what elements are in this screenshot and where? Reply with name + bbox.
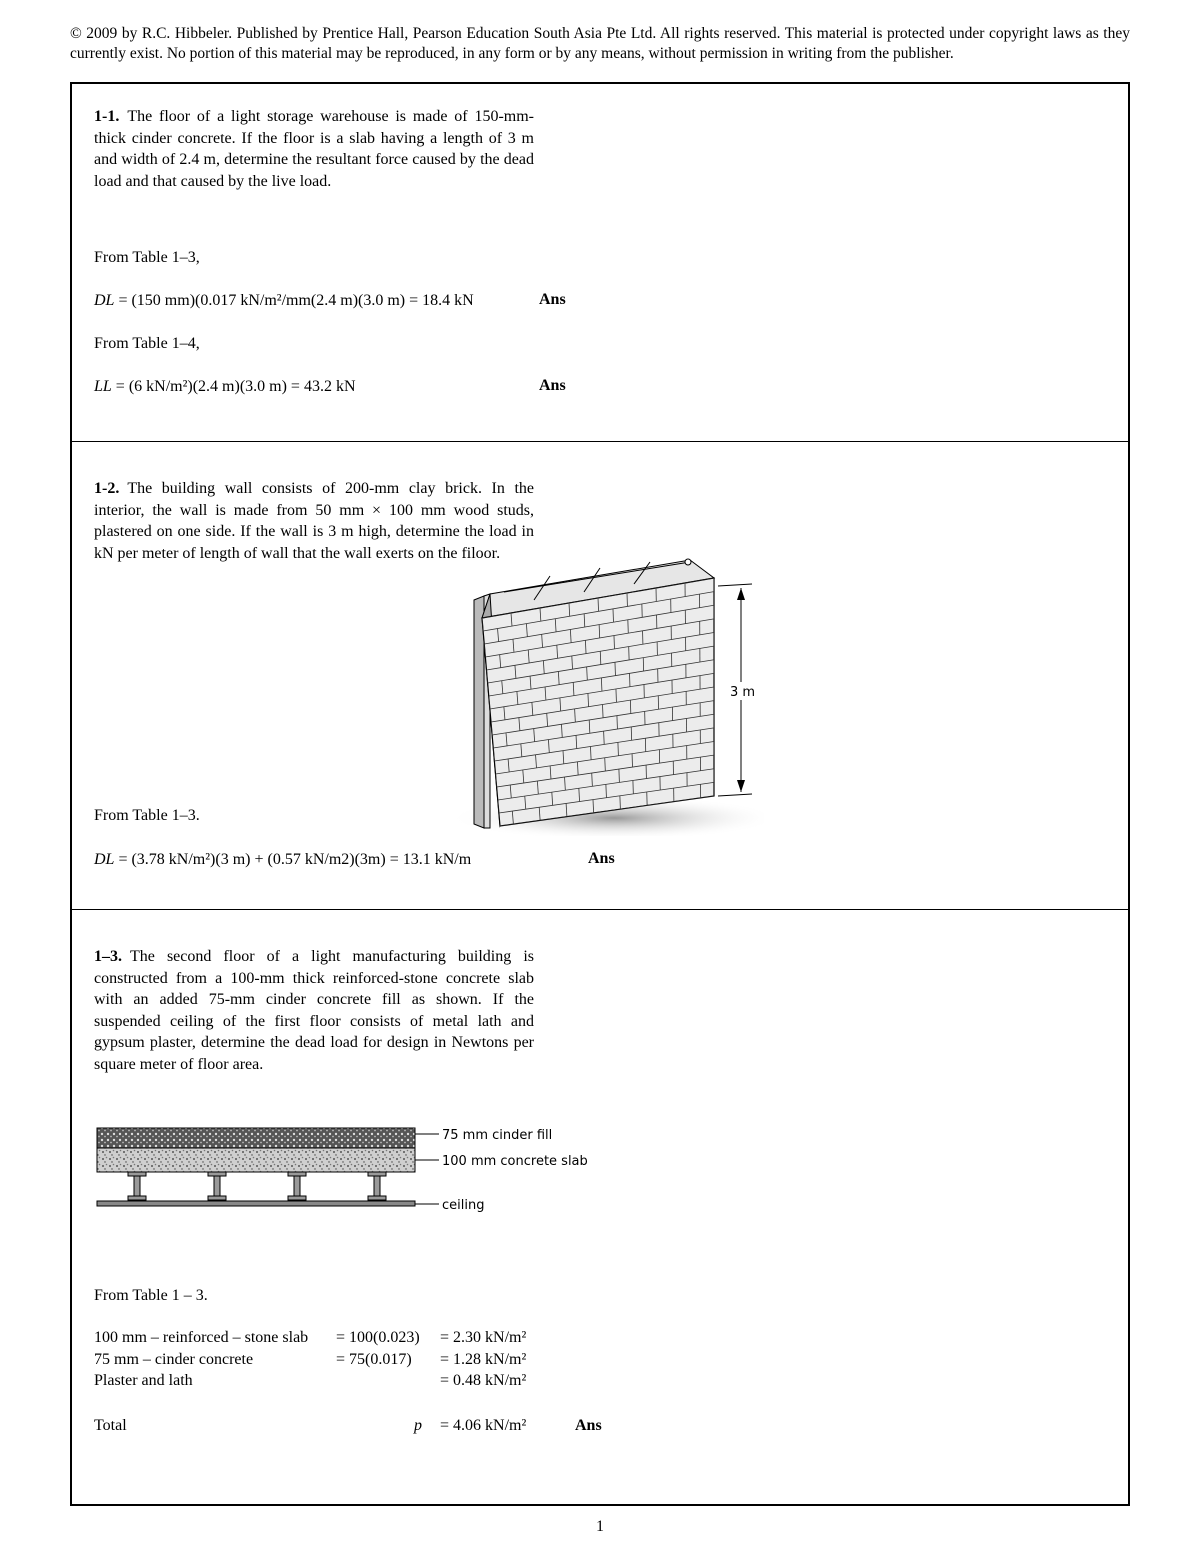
row-value: = 1.28 kN/m² — [440, 1351, 527, 1368]
ll-expression: = (6 kN/m²)(2.4 m)(3.0 m) = 43.2 kN — [111, 378, 356, 395]
row-calc: = 75(0.017) — [336, 1351, 412, 1368]
row-calc: = 100(0.023) — [336, 1329, 420, 1346]
total-label: Total — [94, 1417, 127, 1434]
concrete-slab-layer — [97, 1148, 415, 1172]
problem-number: 1-2. — [94, 480, 120, 497]
ceiling-label: ceiling — [442, 1198, 485, 1213]
total-symbol: p — [414, 1417, 422, 1434]
ll-symbol: LL — [94, 378, 112, 395]
problem-text: The floor of a light storage warehouse is made of 150-mm-thick cinder concrete. If the floor is a slab having a length of 3 m and width of 2.4 m, determine the resultant force caused by the dead load and that caused by the live load. — [94, 108, 534, 190]
p1-table-ref-2: From Table 1–4, — [94, 335, 200, 352]
p3-answer-tag: Ans — [575, 1417, 602, 1434]
copyright-notice: © 2009 by R.C. Hibbeler. Published by Prentice Hall, Pearson Education South Asia Pte Ltd. All rights reserved. This material is protected under copyright laws as they currently exist. No portion of this material may be reproduced, in any form or by any means, without permission in writing from the publisher. — [70, 25, 1130, 62]
row-label: 75 mm – cinder concrete — [94, 1351, 254, 1368]
height-dimension-label: 3 m — [730, 685, 756, 700]
cinder-fill-label: 75 mm cinder fill — [442, 1128, 553, 1143]
page-number: 1 — [596, 1518, 604, 1535]
row-label: 100 mm – reinforced – stone slab — [94, 1329, 309, 1346]
total-value: = 4.06 kN/m² — [440, 1417, 527, 1434]
p2-table-ref: From Table 1–3. — [94, 807, 200, 824]
joists — [128, 1172, 386, 1200]
p1-dl-answer-tag: Ans — [539, 291, 566, 308]
problem-text: The building wall consists of 200-mm clay brick. In the interior, the wall is made from 50 mm × 100 mm wood studs, plastered on one side. If the wall is 3 m high, determine the load in kN per meter of length of wall that the wall exerts on the filoor. — [94, 480, 534, 562]
problems-frame — [70, 82, 1130, 1506]
cinder-fill-layer — [97, 1128, 415, 1148]
brick-wall-figure — [444, 556, 764, 836]
dl-symbol: DL — [94, 292, 115, 309]
divider — [72, 909, 1128, 910]
dl-symbol: DL — [94, 851, 115, 868]
p1-ll-answer-tag: Ans — [539, 377, 566, 394]
row-value: = 2.30 kN/m² — [440, 1329, 527, 1346]
p3-table-ref: From Table 1 – 3. — [94, 1287, 208, 1304]
concrete-slab-label: 100 mm concrete slab — [442, 1154, 588, 1169]
problem-text: The second floor of a light manufacturing building is constructed from a 100-mm thick reinforced-stone concrete slab with an added 75-mm cinder concrete fill as shown. If the suspended ceiling of the first floor consists of metal lath and gypsum plaster, determine the dead load for design in Newtons per square meter of floor area. — [94, 948, 534, 1073]
p1-live-load-equation — [94, 377, 356, 397]
problem-1-2-statement — [94, 478, 534, 564]
problem-number: 1-1. — [94, 108, 120, 125]
problem-1-1-statement — [94, 106, 534, 192]
row-label: Plaster and lath — [94, 1372, 193, 1389]
ceiling-layer — [97, 1201, 415, 1206]
floor-section-figure — [94, 1114, 614, 1224]
divider — [72, 441, 1128, 442]
p2-dead-load-equation — [94, 850, 471, 870]
dl-expression: = (150 mm)(0.017 kN/m²/mm(2.4 m)(3.0 m) = 18.4 kN — [114, 292, 474, 309]
row-value: = 0.48 kN/m² — [440, 1372, 527, 1389]
p1-dead-load-equation — [94, 291, 474, 311]
problem-1-3-statement — [94, 946, 534, 1075]
problem-number: 1–3. — [94, 948, 122, 965]
wall-face — [482, 578, 714, 826]
p1-table-ref: From Table 1–3, — [94, 249, 200, 266]
p2-answer-tag: Ans — [588, 850, 615, 867]
dl-expression: = (3.78 kN/m²)(3 m) + (0.57 kN/m2)(3m) = 13.1 kN/m — [114, 851, 472, 868]
